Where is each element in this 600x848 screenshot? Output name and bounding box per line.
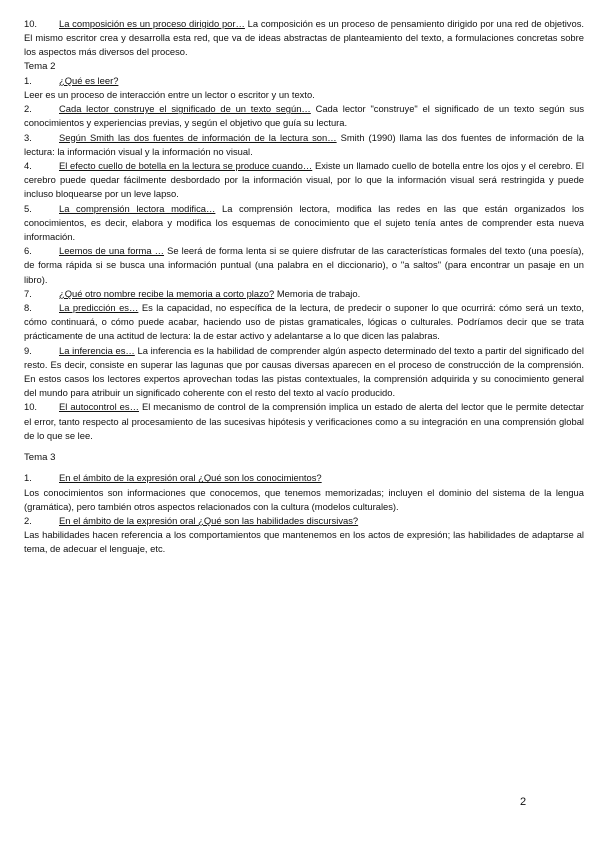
answer-text: Cada lector "construye" el significado de un texto según sus conocimientos y experiencias previas, y según el objetivo que guía su lectura. <box>24 103 585 129</box>
section-heading-tema-2: Tema 2 <box>24 60 56 72</box>
question-10 <box>24 400 584 443</box>
answer-text: Existe un llamado cuello de botella entre los ojos y el cerebro. El cerebro puede quedar fácilmente desbordado por la información visual, por lo que la información visual será restringida y puede incluso bloquearse por un leve lapso. <box>24 160 584 200</box>
section-spacer <box>24 443 584 451</box>
answer-text: Memoria de trabajo. <box>274 287 361 299</box>
answer-text: La composición es un proceso de pensamiento dirigido por una red de objetivos. El mismo escritor crea y desarrolla esta red, que va de ideas abstractas de planteamiento del texto, a formulaciones concretas sobre los aspectos más diversos del proceso. <box>24 18 584 58</box>
answer-text: La comprensión lectora, modifica las redes en las que están organizados los conocimientos, es decir, elabora y modifica los esquemas de conocimiento que el sujeto tenía antes de comprender esta nueva información. <box>24 202 584 243</box>
question-10-composicion <box>24 17 584 60</box>
question-9 <box>24 344 584 401</box>
item-number: 6. <box>24 245 32 257</box>
answer-text: La inferencia es la habilidad de comprender algún aspecto determinado del texto a partir del significado del resto. Es decir, consiste en superar las lagunas que por causas diversas aparecen en el proceso de construcción de la comprensión. En estos casos los lectores expertos aprovechan todas las pistas contextuales, la comprensión adquirida y su conocimiento general del mundo para atribuir un significado coherente con el resto del texto al vacío producido. <box>24 344 584 399</box>
question-text: En el ámbito de la expresión oral ¿Qué son los conocimientos? <box>59 472 322 484</box>
tema3-question-1-answer: Los conocimientos son informaciones que conocemos, que tenemos memorizadas; incluyen el dominio del sistema de la lengua (gramática), pero también otros aspectos relacionados con la cultura (modelos culturales). <box>24 486 584 512</box>
question-text: Según Smith las dos fuentes de información de la lectura son… <box>59 131 337 143</box>
tema3-question-2-title <box>24 514 584 528</box>
item-number: 3. <box>24 131 32 143</box>
question-3 <box>24 131 584 159</box>
item-number: 7. <box>24 287 32 299</box>
question-8 <box>24 301 584 344</box>
item-number: 10. <box>24 18 38 29</box>
question-text: El efecto cuello de botella en la lectura se produce cuando… <box>59 160 313 172</box>
item-number: 8. <box>24 302 32 314</box>
item-number: 9. <box>24 344 32 356</box>
question-text: Leemos de una forma … <box>59 245 165 257</box>
answer-text: Smith (1990) llama las dos fuentes de información de la lectura: la información visual y la información no visual. <box>24 131 585 157</box>
tema3-question-1-title <box>24 471 584 485</box>
page-number: 2 <box>520 796 527 808</box>
item-number: 1. <box>24 74 32 86</box>
item-number: 1. <box>24 472 32 484</box>
question-6 <box>24 244 584 287</box>
document-body <box>24 17 584 557</box>
item-number: 2. <box>24 514 32 526</box>
question-text: En el ámbito de la expresión oral ¿Qué son las habilidades discursivas? <box>59 514 359 526</box>
question-4 <box>24 159 584 202</box>
question-text: ¿Qué otro nombre recibe la memoria a corto plazo? <box>59 287 275 299</box>
answer-text: El mecanismo de control de la comprensión implica un estado de alerta del lector que le permite detectar el error, tanto respecto al procesamiento de las sucesivas hipótesis y verificaciones como a su integración en una comprensión global de lo que se lee. <box>24 401 584 441</box>
section-heading-tema-3: Tema 3 <box>24 452 56 464</box>
question-7 <box>24 287 584 301</box>
question-text: La composición es un proceso dirigido por… <box>59 18 245 29</box>
question-1-answer: Leer es un proceso de interacción entre un lector o escritor y un texto. <box>24 89 315 101</box>
question-text: El autocontrol es… <box>59 401 139 413</box>
question-2 <box>24 102 584 130</box>
question-1-title <box>24 74 584 88</box>
tema3-question-2-answer: Las habilidades hacen referencia a los comportamientos que mantenemos en los actos de expresión; las habilidades de adaptarse al tema, de adecuar el lenguaje, etc. <box>24 529 584 555</box>
item-number: 4. <box>24 160 32 172</box>
item-number: 2. <box>24 103 32 115</box>
item-number: 5. <box>24 202 32 214</box>
question-text: Cada lector construye el significado de un texto según… <box>59 103 311 115</box>
answer-text: Se leerá de forma lenta si se quiere disfrutar de las características formales del texto (una poesía), de forma rápida si se busca una información puntual (una palabra en el diccionario), o "a saltos" (para encontrar un pasaje en un libro). <box>24 245 584 285</box>
question-text: La predicción es… <box>59 302 139 314</box>
question-text: La comprensión lectora modifica… <box>59 202 216 214</box>
question-text: La inferencia es… <box>59 344 135 356</box>
answer-text: Es la capacidad, no específica de la lectura, de predecir o suponer lo que ocurrirá: cómo será un texto, cómo continuará, o cómo puede acabar, haciendo uso de pistas gramaticales, lógicas o culturales. Podríamos decir que se trata prácticamente de una actitud de lectura: la de estar activo y adelantarse a lo que dicen las palabras. <box>24 302 584 342</box>
question-5 <box>24 202 584 245</box>
question-text: ¿Qué es leer? <box>59 74 119 86</box>
item-number: 10. <box>24 401 38 413</box>
